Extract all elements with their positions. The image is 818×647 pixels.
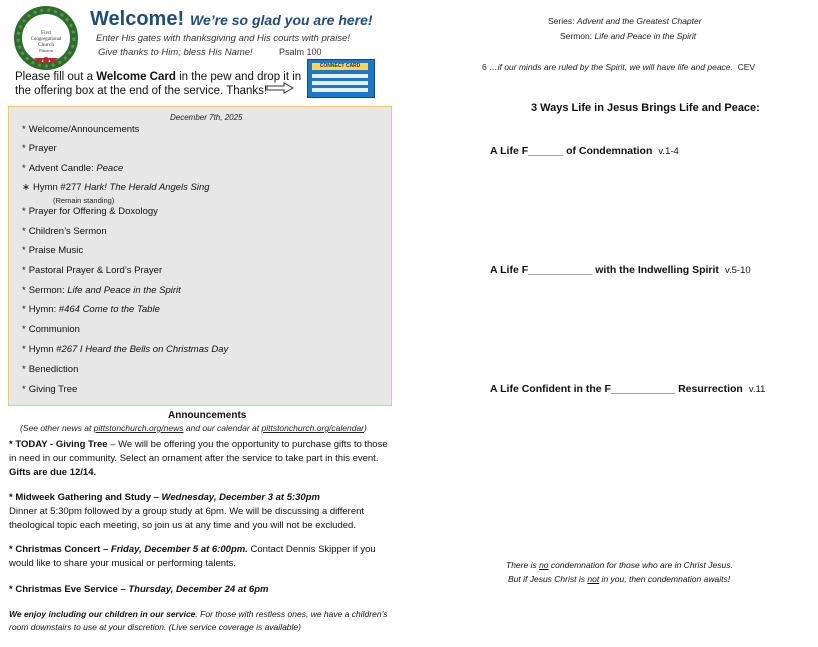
closing2-pre: But if Jesus Christ is xyxy=(508,574,588,584)
series-line xyxy=(548,16,702,26)
order-item-label: Hymn: xyxy=(28,304,59,315)
scripture-line-2: Give thanks to Him; bless His Name! xyxy=(98,47,253,58)
verse-version: CEV xyxy=(737,62,756,72)
closing-line-1 xyxy=(506,560,733,570)
arrow-right-icon xyxy=(266,82,294,94)
order-of-service-box xyxy=(8,106,392,406)
order-item-label: Hymn #277 xyxy=(32,182,85,193)
connect-card-label: CONNECT CARD xyxy=(312,63,368,70)
bullet-star: * xyxy=(22,124,26,135)
sermon-points-heading: 3 Ways Life in Jesus Brings Life and Peace: xyxy=(531,102,760,114)
card-line xyxy=(312,81,368,85)
order-item-label: Sermon: xyxy=(28,285,68,296)
links-post: ) xyxy=(364,423,367,433)
order-item xyxy=(22,143,57,154)
closing-line-2 xyxy=(508,574,730,584)
eve-head: * Christmas Eve Service xyxy=(9,584,118,595)
bullet-star: * xyxy=(22,245,26,256)
order-item xyxy=(22,304,160,315)
order-item xyxy=(22,285,181,296)
announcements-heading: Announcements xyxy=(168,410,247,421)
giving-due: Gifts are due 12/14. xyxy=(9,467,97,478)
order-item xyxy=(22,245,83,256)
church-logo-wreath xyxy=(14,6,78,70)
midweek-body: Dinner at 5:30pm followed by a group study at 6pm. We will be discussing a different theological topic each meeting, so join us at any time and you will not be excluded. xyxy=(9,506,365,531)
point-text: A Life F___________ with the Indwelling Spirit xyxy=(490,264,719,276)
card-text-post: in the pew and drop it in xyxy=(175,71,302,83)
order-item xyxy=(22,226,107,237)
order-item xyxy=(22,182,210,193)
children-body: . For those with restless ones, we have a children’s room downstairs to use at your discretion. (Live service coverage is available) xyxy=(9,609,388,632)
bullet-star: ∗ xyxy=(22,182,30,193)
sermon-title: Life and Peace in the Spirit xyxy=(594,31,697,41)
point-ref: v.1-4 xyxy=(658,146,679,157)
bullet-star: * xyxy=(22,304,26,315)
closing2-emph: not xyxy=(587,574,600,584)
order-item-label: Communion xyxy=(28,324,80,335)
order-item-italic: Life and Peace in the Spirit xyxy=(67,285,181,296)
svg-text:First: First xyxy=(40,30,52,36)
card-line xyxy=(312,74,368,78)
card-text-pre: Please fill out a xyxy=(15,71,97,83)
closing1-pre: There is xyxy=(506,560,540,570)
point-ref: v.5-10 xyxy=(724,265,751,276)
order-item-italic: #267 I Heard the Bells on Christmas Day xyxy=(56,344,229,355)
sermon-point-2 xyxy=(490,264,751,276)
links-pre: (See other news at xyxy=(20,423,94,433)
order-item-label: Pastoral Prayer & Lord’s Prayer xyxy=(28,265,163,276)
verse-number: 6 xyxy=(482,62,487,72)
psalm-reference: Psalm 100 xyxy=(279,47,322,57)
card-line xyxy=(312,88,368,92)
bullet-star: * xyxy=(22,206,26,217)
eve-date: – Thursday, December 24 at 6pm xyxy=(117,584,269,595)
verse-text: …if our minds are ruled by the Spirit, we will have life and peace. xyxy=(486,62,733,72)
order-item-label: Prayer for Offering & Doxology xyxy=(28,206,158,217)
giving-head: * TODAY - Giving Tree xyxy=(9,439,108,450)
order-item-label: Hymn xyxy=(28,344,57,355)
giving-body: – We will be offering you the opportunity to purchase gifts to those in need in our community. Select an ornament after the service to take part in this event. xyxy=(9,439,388,464)
bullet-star: * xyxy=(22,324,26,335)
order-item xyxy=(22,265,162,276)
order-item-label: Children’s Sermon xyxy=(28,226,107,237)
midweek-head: * Midweek Gathering and Study xyxy=(9,492,151,503)
service-date: December 7th, 2025 xyxy=(170,113,243,122)
series-title: Advent and the Greatest Chapter xyxy=(576,16,702,26)
order-item-label: Benediction xyxy=(28,364,79,375)
closing1-emph: no xyxy=(539,560,549,570)
concert-announcement xyxy=(9,543,389,571)
closing1-post: condemnation for those who are in Christ Jesus. xyxy=(548,560,733,570)
news-link[interactable]: pittstonchurch.org/news xyxy=(93,423,184,433)
order-item xyxy=(22,344,228,355)
svg-text:Church: Church xyxy=(37,42,55,48)
bullet-star: * xyxy=(22,226,26,237)
bullet-star: * xyxy=(22,364,26,375)
welcome-subheading: We’re so glad you are here! xyxy=(190,12,373,28)
connect-card-image xyxy=(307,59,375,98)
order-item-italic: #464 Come to the Table xyxy=(58,304,160,315)
order-item-label: Welcome/Announcements xyxy=(28,124,140,135)
closing2-post: in you, then condemnation awaits! xyxy=(599,574,731,584)
welcome-card-instruction-2: the offering box at the end of the service. Thanks! xyxy=(15,85,268,97)
bullet-star: * xyxy=(22,285,26,296)
concert-head: * Christmas Concert xyxy=(9,544,101,555)
sermon-line xyxy=(560,31,696,41)
giving-tree-announcement xyxy=(9,438,389,480)
bullet-star: * xyxy=(22,163,26,174)
welcome-card-instruction-1 xyxy=(15,71,301,83)
point-text: A Life F______ of Condemnation xyxy=(490,145,653,157)
sermon-point-1 xyxy=(490,145,679,157)
order-item xyxy=(22,324,80,335)
series-label: Series: xyxy=(548,16,577,26)
scripture-line-1: Enter His gates with thanksgiving and His courts with praise! xyxy=(96,33,350,44)
midweek-announcement xyxy=(9,491,389,533)
order-item xyxy=(22,124,139,135)
bullet-star: * xyxy=(22,384,26,395)
point-text: A Life Confident in the F___________ Resurrection xyxy=(490,383,743,395)
bullet-star: * xyxy=(22,143,26,154)
order-item xyxy=(22,163,123,174)
christmas-eve-announcement xyxy=(9,583,389,597)
calendar-link[interactable]: pittstonchurch.org/calendar xyxy=(261,423,365,433)
order-item xyxy=(22,384,77,395)
card-text-bold: Welcome Card xyxy=(96,71,176,83)
sermon-label: Sermon: xyxy=(560,31,595,41)
order-item-label: Giving Tree xyxy=(28,384,78,395)
children-bold: We enjoy including our children in our service xyxy=(9,609,196,619)
order-item-italic: Hark! The Herald Angels Sing xyxy=(84,182,210,193)
order-item xyxy=(22,206,158,217)
concert-date: – Friday, December 5 at 6:00pm. xyxy=(100,544,248,555)
order-item-label: Advent Candle: xyxy=(28,163,97,174)
announcements-links xyxy=(20,423,367,433)
svg-text:Congregational: Congregational xyxy=(30,37,62,42)
order-item xyxy=(22,364,78,375)
bullet-star: * xyxy=(22,265,26,276)
order-item-label: Praise Music xyxy=(28,245,84,256)
svg-text:Pittston: Pittston xyxy=(39,48,53,53)
order-item-italic: Peace xyxy=(96,163,124,174)
remain-standing-note: (Remain standing) xyxy=(53,196,115,205)
concert-body: Contact Dennis Skipper if you would like to share your musical or performing talents. xyxy=(9,544,376,569)
sermon-point-3 xyxy=(490,383,765,395)
point-ref: v.11 xyxy=(748,384,766,395)
links-mid: and our calendar at xyxy=(183,423,262,433)
children-note xyxy=(9,608,389,634)
bullet-star: * xyxy=(22,344,26,355)
order-item-label: Prayer xyxy=(28,143,57,154)
key-verse xyxy=(482,62,755,72)
welcome-heading: Welcome! xyxy=(90,8,185,30)
midweek-date: – Wednesday, December 3 at 5:30pm xyxy=(151,492,320,503)
